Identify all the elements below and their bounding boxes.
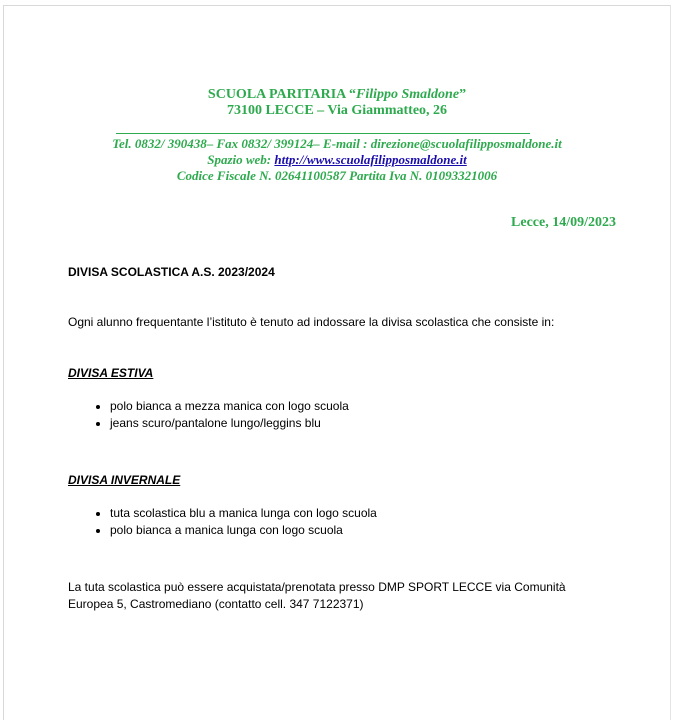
web-line	[4, 152, 670, 168]
school-address: 73100 LECCE – Via Giammatteo, 26	[226, 103, 448, 118]
school-name: Filippo Smaldone	[355, 87, 460, 102]
document-date: Lecce, 14/09/2023	[511, 215, 616, 230]
winter-list	[90, 505, 377, 539]
list-item: • polo bianca a mezza manica con logo scuola	[110, 398, 349, 415]
purchase-note: La tuta scolastica può essere acquistata/prenotata presso DMP SPORT LECCE via Comunità Europea 5, Castromediano (contatto cell. 347 7122371)	[68, 580, 566, 611]
header-divider	[116, 133, 530, 134]
winter-heading: DIVISA INVERNALE	[68, 473, 181, 487]
school-prefix: SCUOLA PARITARIA “	[207, 87, 356, 102]
list-item: • tuta scolastica blu a manica lunga con logo scuola	[110, 505, 377, 522]
contact-line: Tel. 0832/ 390438– Fax 0832/ 399124– E-mail : direzione@scuolafilipposmaldone.it	[112, 136, 562, 151]
summer-list	[90, 398, 349, 432]
summer-heading: DIVISA ESTIVA	[68, 366, 154, 380]
fiscal-line: Codice Fiscale N. 02641100587 Partita Iva N. 01093321006	[176, 168, 498, 183]
website-link[interactable]: http://www.scuolafilipposmaldone.it	[274, 152, 467, 167]
intro-paragraph: Ogni alunno frequentante l’istituto è tenuto ad indossare la divisa scolastica che consiste in:	[68, 315, 555, 329]
school-suffix: ”	[459, 87, 467, 102]
school-name-line	[4, 87, 670, 103]
list-item: • polo bianca a manica lunga con logo scuola	[110, 522, 377, 539]
web-label: Spazio web:	[207, 152, 275, 167]
document-title: DIVISA SCOLASTICA A.S. 2023/2024	[68, 265, 275, 279]
list-item: • jeans scuro/pantalone lungo/leggins blu	[110, 415, 349, 432]
document-page	[3, 5, 671, 720]
